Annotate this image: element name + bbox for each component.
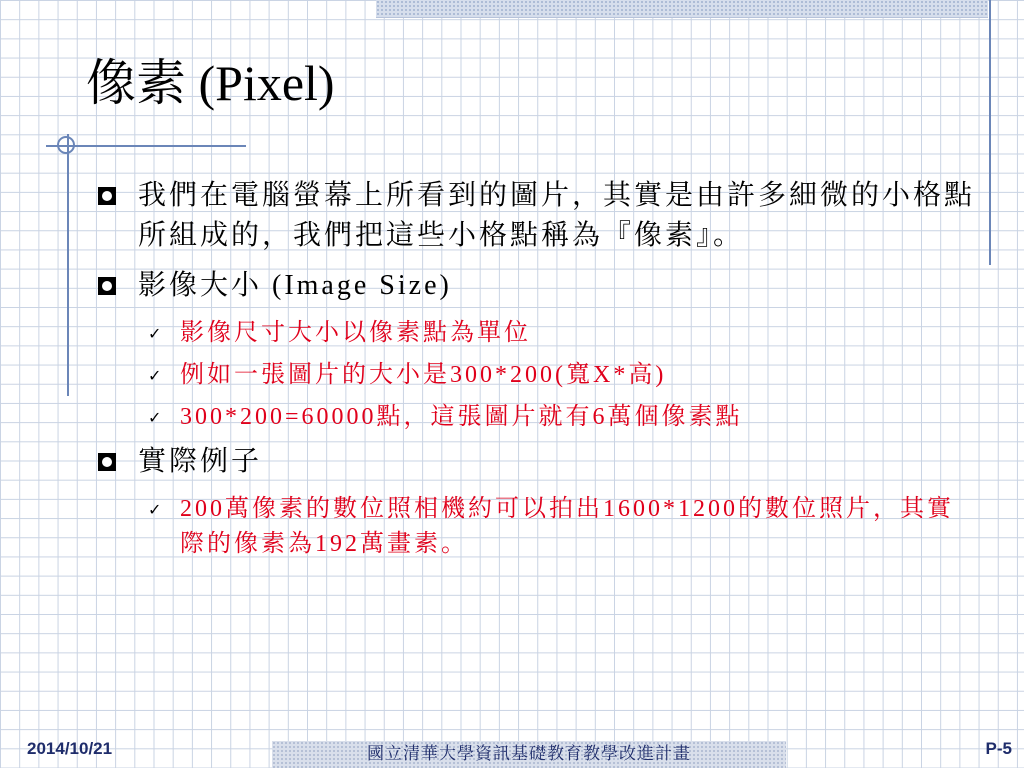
sub-bullet-item [98, 358, 978, 393]
sub-bullet-item [98, 492, 978, 562]
footer-date: 2014/10/21 [27, 739, 113, 758]
top-decorative-bar [376, 0, 988, 18]
sub-bullet-text: 例如一張圖片的大小是300*200(寬X*高) [180, 362, 667, 388]
page-number: P-5 [985, 739, 1012, 758]
check-icon: ✓ [148, 366, 162, 385]
left-decorative-line [67, 134, 69, 396]
right-decorative-line [989, 0, 991, 265]
title-underline [46, 145, 246, 147]
sub-bullet-text: 影像尺寸大小以像素點為單位 [180, 320, 531, 346]
check-icon: ✓ [148, 500, 162, 519]
sub-bullet-text: 300*200=60000點，這張圖片就有6萬個像素點 [180, 404, 743, 430]
bullet-item [98, 442, 978, 482]
slide-title: 像素 (Pixel) [86, 55, 335, 111]
bullet-item [98, 176, 978, 256]
slide-content [98, 176, 978, 569]
check-icon: ✓ [148, 324, 162, 343]
footer-organization: 國立清華大學資訊基礎教育教學改進計畫 [272, 741, 786, 768]
bullet-item [98, 266, 978, 306]
sub-bullet-item [98, 316, 978, 351]
sub-bullet-text: 200萬像素的數位照相機約可以拍出1600*1200的數位照片，其實際的像素為192萬畫素。 [180, 496, 954, 557]
sub-bullet-item [98, 400, 978, 435]
square-bullet-icon [98, 187, 116, 205]
check-icon: ✓ [148, 408, 162, 427]
square-bullet-icon [98, 453, 116, 471]
crosshair-circle-icon [57, 136, 75, 154]
square-bullet-icon [98, 277, 116, 295]
bullet-text: 影像大小 (Image Size) [138, 270, 452, 301]
bullet-text: 實際例子 [138, 446, 263, 477]
bullet-text: 我們在電腦螢幕上所看到的圖片，其實是由許多細微的小格點所組成的，我們把這些小格點稱為『像素』。 [138, 180, 976, 251]
